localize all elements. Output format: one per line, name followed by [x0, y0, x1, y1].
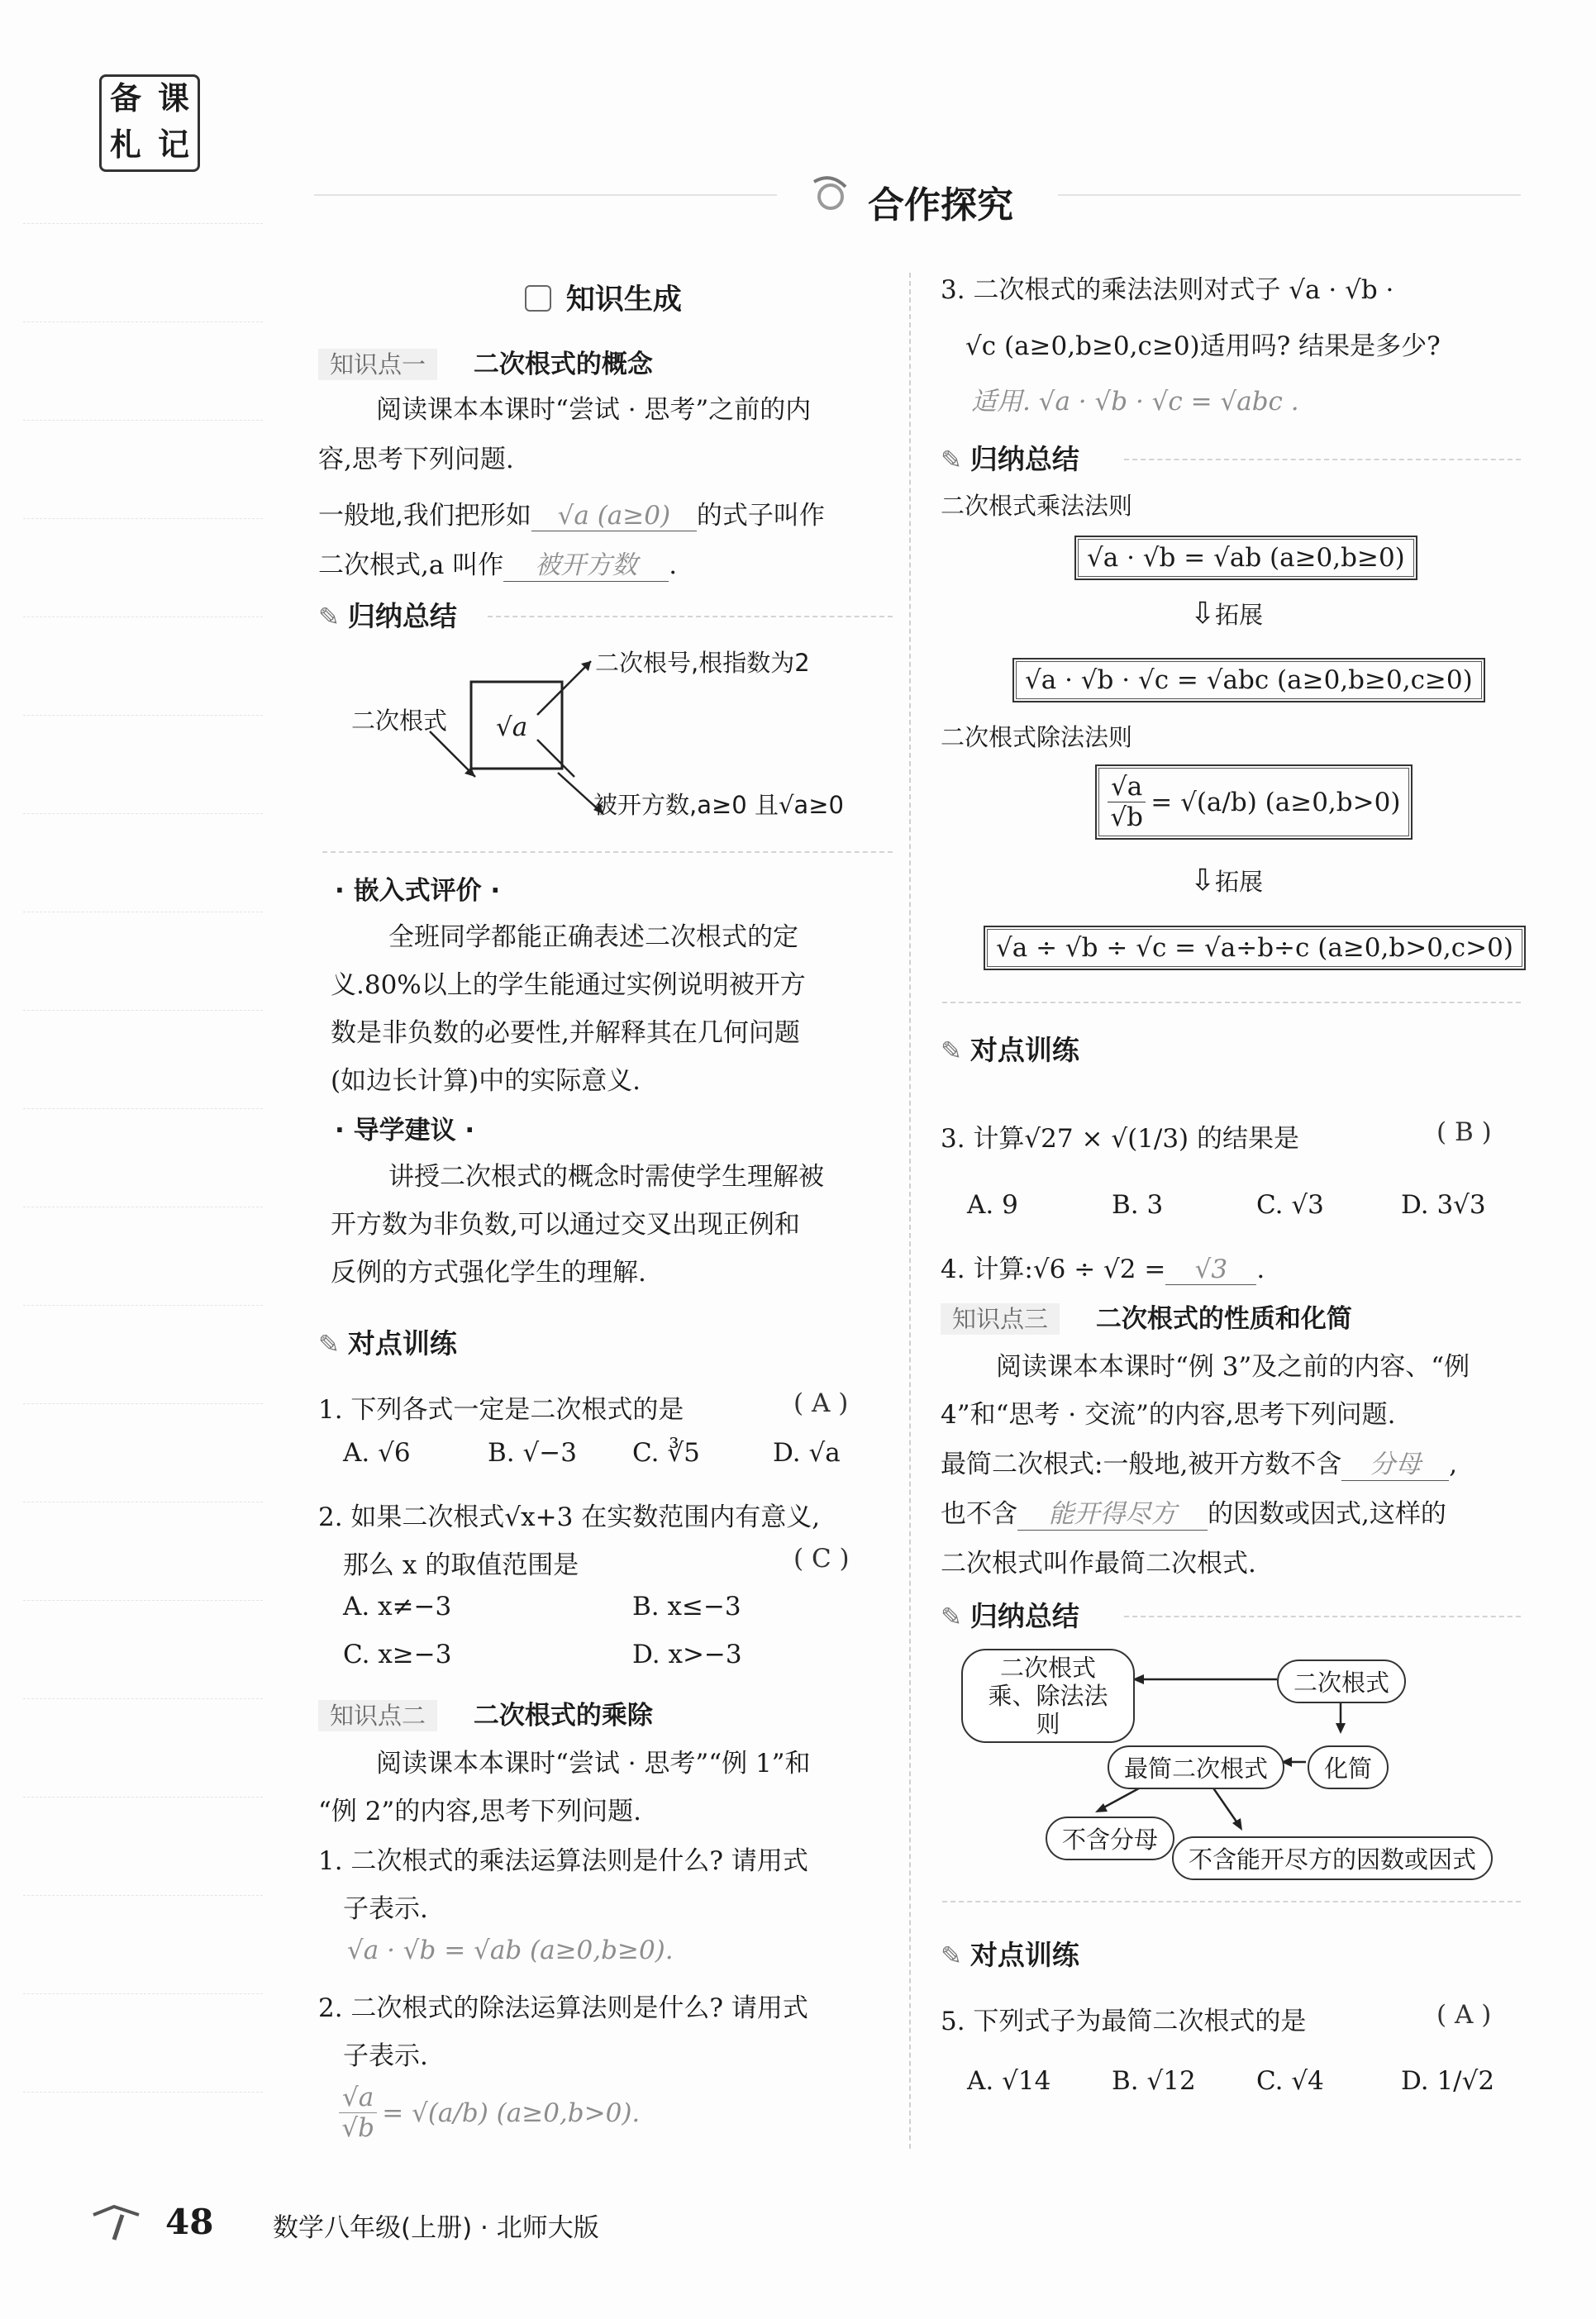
flow-node-simplify: 化简 [1308, 1745, 1389, 1789]
kp1-definition-line-1: 一般地,我们把形如 √a (a≥0) 的式子叫作 [318, 501, 825, 531]
kp3-intro-1: 阅读课本本课时“例 3”及之前的内容、“例 [996, 1352, 1470, 1382]
q5-option[interactable]: B. √12 [1112, 2066, 1196, 2096]
book-icon [525, 285, 551, 312]
summary-heading: ✎ 归纳总结 [318, 600, 457, 632]
q5-option[interactable]: A. √14 [967, 2066, 1051, 2096]
dashed-rule [942, 1002, 1521, 1003]
flow-node-no-perfect-factor: 不含能开尽方的因数或因式 [1172, 1836, 1493, 1880]
dashed-rule [488, 616, 893, 617]
extend-label: ⇩拓展 [1190, 597, 1264, 631]
kp2-question-1: 1. 二次根式的乘法运算法则是什么? 请用式 [318, 1846, 808, 1876]
question-2-answer: ( C ) [793, 1544, 850, 1574]
kp2-question-2-b: 子表示. [343, 2041, 428, 2071]
flow-node-simplest: 最简二次根式 [1108, 1745, 1284, 1789]
q3-answer: 适用. √a · √b · √c = √abc . [971, 387, 1299, 417]
answer-blank[interactable]: 被开方数 [503, 544, 669, 582]
q1-option[interactable]: C. ∛5 [632, 1438, 700, 1468]
page-number: 48 [165, 2202, 214, 2242]
pencil-icon: ✎ [318, 602, 340, 632]
section-heading [525, 277, 682, 318]
answer-blank[interactable]: √a (a≥0) [531, 501, 697, 531]
flow-node-rules: 二次根式 乘、除法法则 [961, 1649, 1135, 1743]
answer-blank[interactable]: 分母 [1341, 1443, 1449, 1481]
q3-line-1: 3. 二次根式的乘法法则对式子 √a · √b · [941, 275, 1394, 305]
eval-line: 数是非负数的必要性,并解释其在几何问题 [331, 1018, 800, 1048]
mul-rule-title: 二次根式乘法法则 [941, 492, 1133, 520]
pencil-icon: ✎ [941, 1941, 962, 1971]
q3c-option[interactable]: B. 3 [1112, 1190, 1164, 1220]
advice-line: 讲授二次根式的概念时需使学生理解被 [388, 1162, 824, 1192]
advice-line: 反例的方式强化学生的理解. [331, 1258, 646, 1288]
extend-label: ⇩拓展 [1190, 864, 1264, 898]
q3c-option[interactable]: C. √3 [1256, 1190, 1324, 1220]
q3c-option[interactable]: D. 3√3 [1401, 1190, 1486, 1220]
stamp-char: 备 [109, 80, 141, 117]
question-2-stem-2: 那么 x 的取值范围是 [343, 1550, 579, 1580]
dashed-rule [1124, 459, 1521, 460]
kp3-tag: 知识点三 [941, 1303, 1060, 1335]
q1-option[interactable]: D. √a [773, 1438, 841, 1468]
kp1-heading [318, 343, 653, 380]
q1-option[interactable]: A. √6 [343, 1438, 411, 1468]
kp3-title: 二次根式的性质和化简 [1095, 1304, 1352, 1334]
training-heading: ✎ 对点训练 [318, 1327, 457, 1359]
kp2-intro-1: 阅读课本本课时“尝试 · 思考”“例 1”和 [376, 1749, 811, 1779]
eval-line: 义.80%以上的学生能通过实例说明被开方 [331, 970, 806, 1000]
column-divider [909, 273, 911, 2149]
kp2-answer-1: √a · √b = √ab (a≥0,b≥0). [347, 1936, 674, 1965]
kp3-heading [941, 1298, 1352, 1335]
dashed-rule [1124, 1616, 1521, 1617]
deco-mark-icon [89, 2198, 155, 2248]
kp3-intro-2: 4”和“思考 · 交流”的内容,思考下列问题. [941, 1400, 1396, 1430]
training-heading: ✎ 对点训练 [941, 1939, 1079, 1971]
section-title: 知识生成 [565, 283, 682, 317]
q3c-stem: 3. 计算√27 × √(1/3) 的结果是 [941, 1124, 1299, 1154]
training-heading: ✎ 对点训练 [941, 1034, 1079, 1066]
dashed-rule [322, 851, 893, 853]
kp2-intro-2: “例 2”的内容,思考下列问题. [318, 1797, 641, 1826]
q5-option[interactable]: C. √4 [1256, 2066, 1324, 2096]
kp2-question-2: 2. 二次根式的除法运算法则是什么? 请用式 [318, 1993, 808, 2023]
q5-option[interactable]: D. 1/√2 [1401, 2066, 1495, 2096]
kp3-definition-line-3: 二次根式叫作最简二次根式. [941, 1549, 1256, 1579]
q5-stem: 5. 下列式子为最简二次根式的是 [941, 2007, 1307, 2036]
answer-blank[interactable]: √3 [1165, 1255, 1256, 1285]
page-title: 合作探究 [868, 184, 1013, 226]
kp1-definition-line-2: 二次根式,a 叫作 被开方数 . [318, 544, 677, 582]
q5-answer: ( A ) [1436, 2000, 1492, 2030]
diagram-center: √a [496, 712, 528, 742]
q2-option[interactable]: A. x≠−3 [343, 1592, 452, 1621]
answer-blank[interactable]: 能开得尽方 [1017, 1493, 1208, 1531]
kp1-intro-2: 容,思考下列问题. [318, 445, 514, 474]
mul-rule-box: √a · √b = √ab (a≥0,b≥0) [1074, 536, 1417, 580]
kp2-heading [318, 1694, 653, 1731]
kp1-title: 二次根式的概念 [473, 350, 653, 379]
flow-node-no-denominator: 不含分母 [1046, 1817, 1174, 1860]
advice-title: · 导学建议 · [335, 1116, 475, 1145]
kp2-tag: 知识点二 [318, 1700, 437, 1731]
q4-stem: 4. 计算:√6 ÷ √2 = √3 . [941, 1255, 1265, 1284]
diagram-top-label: 二次根号,根指数为2 [595, 649, 810, 677]
kp1-intro-1: 阅读课本本课时“尝试 · 思考”之前的内 [376, 395, 812, 425]
flow-node-radical: 二次根式 [1277, 1659, 1406, 1703]
kp3-definition-line-2: 也不含 能开得尽方 的因数或因式,这样的 [941, 1493, 1446, 1531]
advice-line: 开方数为非负数,可以通过交叉出现正例和 [331, 1210, 800, 1240]
summary-heading: ✎ 归纳总结 [941, 1600, 1079, 1632]
kp2-title: 二次根式的乘除 [473, 1701, 653, 1731]
eval-title: · 嵌入式评价 · [335, 876, 501, 906]
div-rule-title: 二次根式除法法则 [941, 723, 1133, 751]
mul-extension-box: √a · √b · √c = √abc (a≥0,b≥0,c≥0) [1012, 658, 1485, 702]
pencil-icon: ✎ [941, 1602, 962, 1632]
div-extension-box: √a ÷ √b ÷ √c = √a÷b÷c (a≥0,b>0,c>0) [984, 926, 1526, 970]
summary-heading: ✎ 归纳总结 [941, 443, 1079, 475]
q1-option[interactable]: B. √−3 [488, 1438, 577, 1468]
down-arrow-icon: ⇩ [1190, 597, 1216, 631]
kp2-question-1-b: 子表示. [343, 1894, 428, 1924]
dashed-rule [942, 1901, 1521, 1902]
q3c-answer: ( B ) [1436, 1117, 1492, 1147]
pencil-icon: ✎ [941, 445, 962, 475]
stamp-char: 记 [157, 126, 189, 163]
stamp-char: 札 [109, 126, 141, 163]
q3-line-2: √c (a≥0,b≥0,c≥0)适用吗? 结果是多少? [965, 331, 1441, 361]
eval-line: (如边长计算)中的实际意义. [331, 1066, 641, 1096]
pencil-icon: ✎ [318, 1330, 340, 1359]
kp2-answer-2: $\frac{√a}{√b}$ = √(a/b) (a≥0,b>0). [339, 2083, 640, 2143]
question-1-answer: ( A ) [793, 1388, 849, 1418]
kp3-definition-line-1: 最简二次根式:一般地,被开方数不含 分母 , [941, 1443, 1457, 1481]
eval-line: 全班同学都能正确表述二次根式的定 [388, 922, 798, 952]
q2-option[interactable]: D. x>−3 [632, 1640, 742, 1669]
stamp-char: 课 [157, 80, 189, 117]
book-title: 数学八年级(上册) · 北师大版 [273, 2213, 599, 2243]
q2-option[interactable]: C. x≥−3 [343, 1640, 452, 1669]
div-rule-box: $\frac{√a}{√b}$ = √(a/b) (a≥0,b>0) [1095, 764, 1413, 840]
margin-note-lines [23, 223, 263, 2190]
kp1-tag: 知识点一 [318, 349, 437, 380]
note-stamp [99, 74, 200, 172]
swirl-icon [806, 172, 855, 221]
q3c-option[interactable]: A. 9 [967, 1190, 1018, 1220]
pencil-icon: ✎ [941, 1036, 962, 1066]
q2-option[interactable]: B. x≤−3 [632, 1592, 741, 1621]
diagram-left-label: 二次根式 [351, 707, 448, 735]
down-arrow-icon: ⇩ [1190, 864, 1216, 898]
question-2-stem: 2. 如果二次根式√x+3 在实数范围内有意义, [318, 1502, 821, 1532]
question-1-stem: 1. 下列各式一定是二次根式的是 [318, 1395, 684, 1425]
diagram-bottom-label: 被开方数,a≥0 且√a≥0 [593, 791, 844, 819]
